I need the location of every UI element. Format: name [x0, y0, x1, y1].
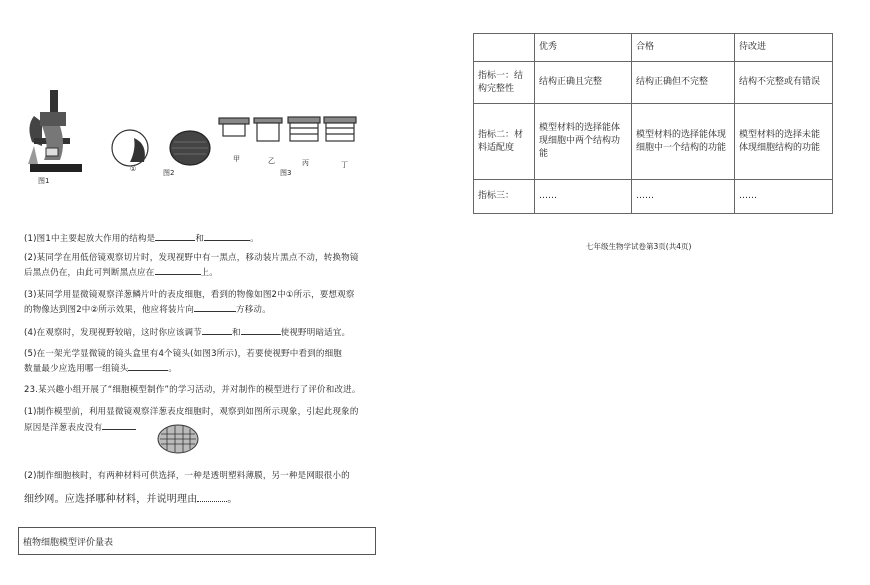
table-row: [474, 62, 833, 104]
question-23: 23.某兴趣小组开展了“细胞模型制作”的学习活动，并对制作的模型进行了评价和改进。: [24, 385, 361, 395]
table-cell: 模型材料的选择能体现细胞中两个结构功能: [535, 104, 632, 180]
table-cell: 结构正确但不完整: [632, 62, 735, 104]
table-cell: 模型材料的选择未能体现细胞结构的功能: [735, 104, 833, 180]
lens-label-ding: 丁: [341, 161, 348, 169]
question-3-line1: (3)某同学用显微镜观察洋葱鳞片叶的表皮细胞，看到的物像如图2中①所示，要想观察: [24, 290, 355, 300]
question-23-2-line1: (2)制作细胞核时，有两种材料可供选择，一种是透明塑料薄膜，另一种是网眼很小的: [24, 471, 350, 481]
lens-label-yi: 乙: [268, 157, 275, 165]
table-header-cell: [474, 34, 535, 62]
microscope-figure: [20, 86, 90, 182]
question-2-line1: (2)某同学在用低倍镜观察切片时，发现视野中有一黑点，移动装片黑点不动，转换物镜: [24, 253, 359, 263]
question-23-1-line2: 原因是洋葱表皮没有: [24, 420, 136, 435]
evaluation-table: [473, 33, 833, 214]
fig3-label: 图3: [280, 169, 292, 177]
onion-cells-figure: [157, 424, 199, 454]
table-cell: 模型材料的选择能体现细胞中一个结构的功能: [632, 104, 735, 180]
question-3-line2: 的物像达到图2中②所示效果，他应将装片向 方移动。: [24, 302, 271, 317]
lens-label-bing: 丙: [302, 159, 309, 167]
lens-label-jia: 甲: [233, 155, 240, 163]
table-row: [474, 104, 833, 180]
question-5-line1: (5)在一架光学显微镜的镜头盒里有4个镜头(如图3所示)，若要使视野中看到的细胞: [24, 349, 342, 359]
table-header-cell: 优秀: [535, 34, 632, 62]
table-header-row: [474, 34, 833, 62]
table-cell: 结构正确且完整: [535, 62, 632, 104]
question-23-2-line2: 细纱网。应选择哪种材料，并说明理由 。: [24, 494, 238, 505]
table-cell: 指标二：材料适配度: [474, 104, 535, 180]
page-footer: 七年级生物学试卷第3页(共4页): [586, 242, 692, 251]
fig1-label: 图1: [38, 177, 50, 185]
question-2-line2: 后黑点仍在，由此可判断黑点应在 上。: [24, 265, 218, 280]
table-row: [474, 180, 833, 214]
table-cell: 指标一：结构完整性: [474, 62, 535, 104]
question-4: (4)在观察时，发现视野较暗，这时你应该调节 和 使视野明暗适宜。: [24, 325, 350, 340]
fig2-label: 图2: [163, 169, 175, 177]
question-5-line2: 数量最少应选用哪一组镜头 。: [24, 361, 177, 376]
table-cell: ……: [535, 180, 632, 214]
table-cell: 结构不完整或有错误: [735, 62, 833, 104]
table-header-cell: 待改进: [735, 34, 833, 62]
question-1: (1)图1中主要起放大作用的结构是 和 。: [24, 231, 259, 246]
question-23-1-line1: (1)制作模型前，利用显微镜观察洋葱表皮细胞时，观察到如图所示现象，引起此现象的: [24, 407, 359, 417]
table-cell: 指标三：: [474, 180, 535, 214]
lenses-figure: [216, 112, 360, 150]
table-cell: ……: [632, 180, 735, 214]
evaluation-table-title: 植物细胞模型评价量表: [18, 527, 376, 555]
table-cell: ……: [735, 180, 833, 214]
fig2-mark: ①: [130, 165, 137, 173]
field-of-view-figure: [108, 128, 212, 172]
table-header-cell: 合格: [632, 34, 735, 62]
